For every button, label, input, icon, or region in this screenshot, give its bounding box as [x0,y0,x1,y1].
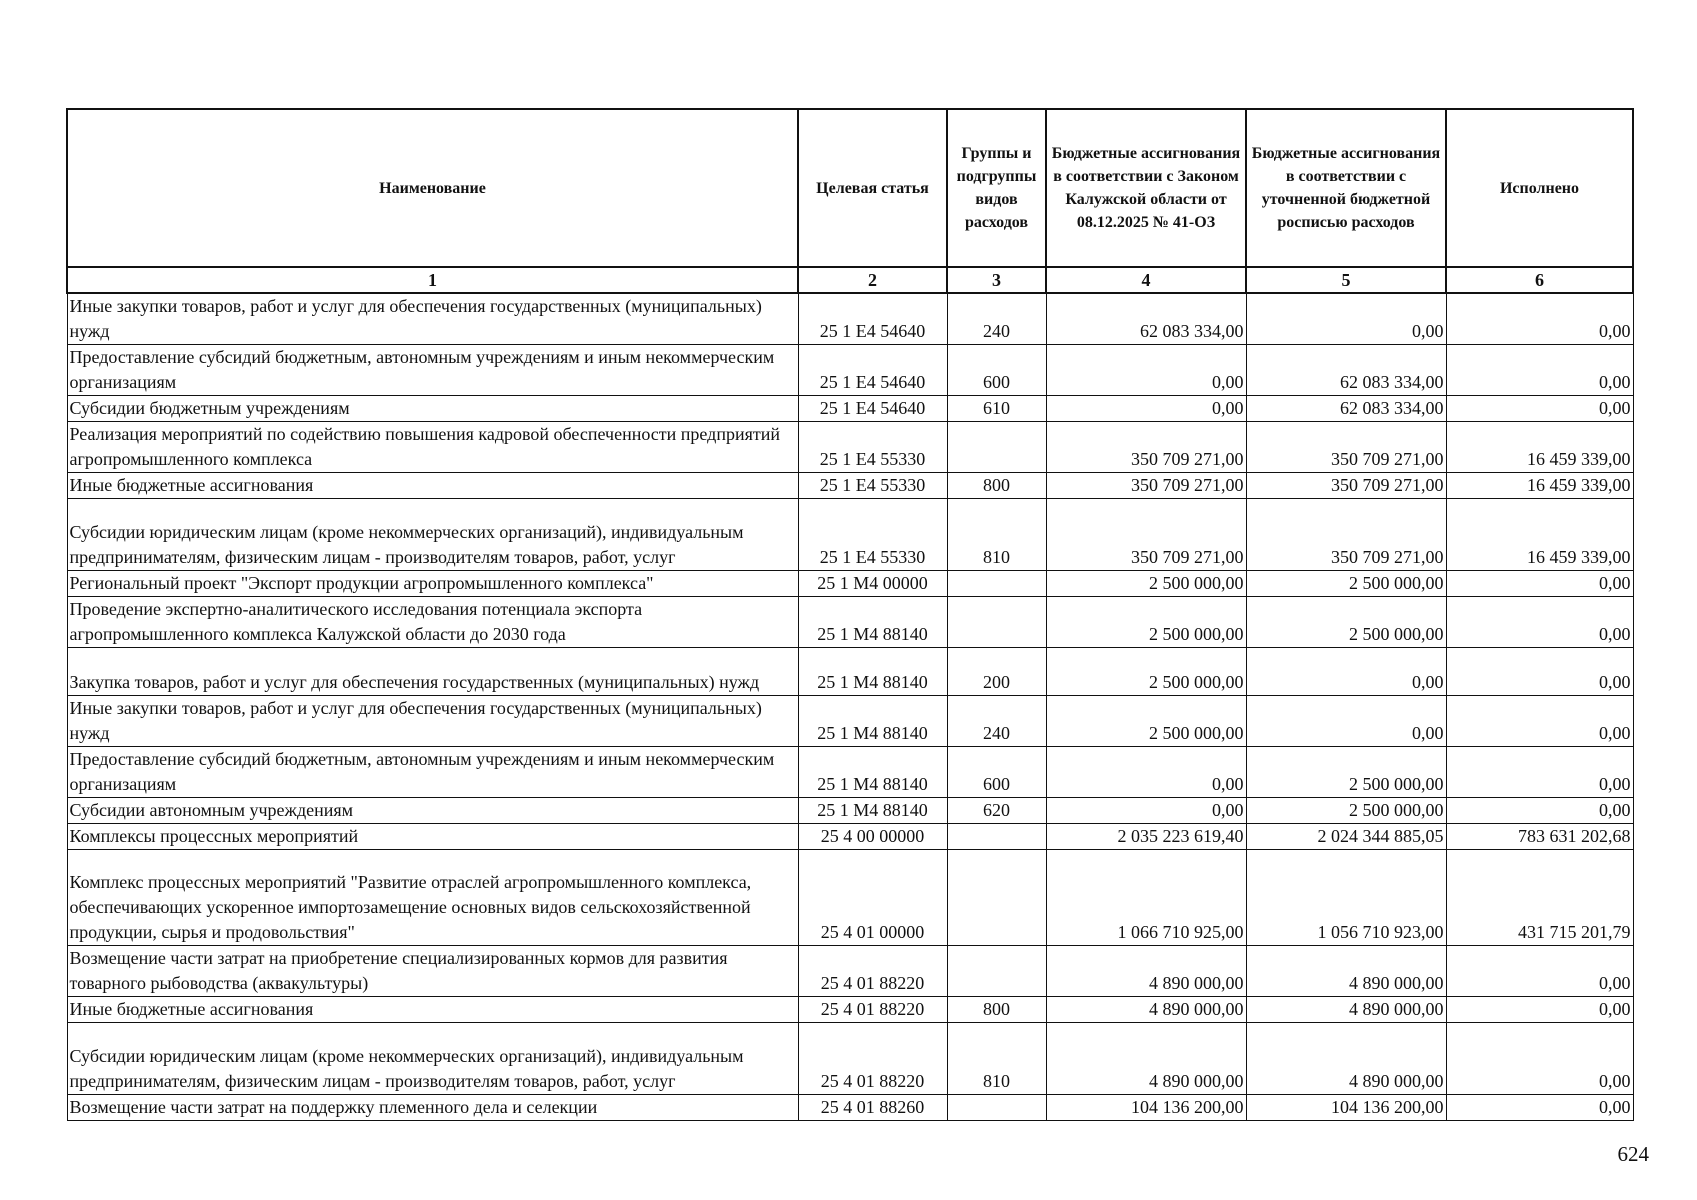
table-row [67,696,1633,747]
row-name: Реализация мероприятий по содействию повышения кадровой обеспеченности предприятий агропромышленного комплекса [67,422,798,473]
row-expense-group [947,422,1046,473]
row-law-amount: 2 035 223 619,40 [1046,824,1246,850]
row-executed-amount: 0,00 [1446,571,1633,597]
row-law-amount: 350 709 271,00 [1046,422,1246,473]
row-expense-group: 200 [947,648,1046,696]
row-name: Предоставление субсидий бюджетным, автономным учреждениям и иным некоммерческим организациям [67,345,798,396]
row-target-article: 25 1 M4 88140 [798,648,947,696]
row-name: Предоставление субсидий бюджетным, автономным учреждениям и иным некоммерческим организациям [67,747,798,798]
row-expense-group: 610 [947,396,1046,422]
column-number: 3 [947,267,1046,293]
table-row [67,747,1633,798]
row-target-article: 25 1 E4 55330 [798,473,947,499]
row-expense-group: 600 [947,345,1046,396]
row-refined-amount: 4 890 000,00 [1246,946,1446,997]
row-executed-amount: 0,00 [1446,747,1633,798]
row-executed-amount: 0,00 [1446,798,1633,824]
row-target-article: 25 1 M4 88140 [798,696,947,747]
row-target-article: 25 1 M4 00000 [798,571,947,597]
row-name: Закупка товаров, работ и услуг для обеспечения государственных (муниципальных) нужд [67,648,798,696]
row-refined-amount: 104 136 200,00 [1246,1095,1446,1121]
row-target-article: 25 1 E4 54640 [798,396,947,422]
row-expense-group [947,824,1046,850]
table-row [67,798,1633,824]
table-row [67,499,1633,571]
column-number: 4 [1046,267,1246,293]
table-row [67,345,1633,396]
row-target-article: 25 4 01 88220 [798,1023,947,1095]
row-executed-amount: 783 631 202,68 [1446,824,1633,850]
row-expense-group [947,946,1046,997]
table-row [67,648,1633,696]
row-expense-group: 600 [947,747,1046,798]
header-law-allocations: Бюджетные ассигнования в соответствии с Законом Калужской области от 08.12.2025 № 41-ОЗ [1046,109,1246,267]
column-number-row [67,267,1633,293]
row-law-amount: 4 890 000,00 [1046,946,1246,997]
row-refined-amount: 350 709 271,00 [1246,422,1446,473]
row-name: Субсидии автономным учреждениям [67,798,798,824]
row-law-amount: 1 066 710 925,00 [1046,850,1246,946]
row-law-amount: 104 136 200,00 [1046,1095,1246,1121]
row-name: Иные закупки товаров, работ и услуг для обеспечения государственных (муниципальных) нужд [67,293,798,345]
table-row [67,473,1633,499]
table-row [67,293,1633,345]
row-executed-amount: 0,00 [1446,597,1633,648]
row-law-amount: 0,00 [1046,747,1246,798]
row-target-article: 25 4 00 00000 [798,824,947,850]
header-refined-allocations: Бюджетные ассигнования в соответствии с уточненной бюджетной росписью расходов [1246,109,1446,267]
row-executed-amount: 16 459 339,00 [1446,499,1633,571]
row-refined-amount: 2 500 000,00 [1246,747,1446,798]
row-law-amount: 4 890 000,00 [1046,997,1246,1023]
row-refined-amount: 2 500 000,00 [1246,597,1446,648]
row-law-amount: 62 083 334,00 [1046,293,1246,345]
row-executed-amount: 0,00 [1446,396,1633,422]
page-number: 624 [1617,1142,1649,1166]
row-refined-amount: 0,00 [1246,293,1446,345]
row-refined-amount: 2 024 344 885,05 [1246,824,1446,850]
row-law-amount: 2 500 000,00 [1046,648,1246,696]
row-target-article: 25 1 M4 88140 [798,597,947,648]
row-refined-amount: 0,00 [1246,648,1446,696]
row-name: Возмещение части затрат на приобретение специализированных кормов для развития товарного рыбоводства (аквакультуры) [67,946,798,997]
row-name: Субсидии юридическим лицам (кроме некоммерческих организаций), индивидуальным предпринимателям, физическим лицам - производителям товаров, работ, услуг [67,1023,798,1095]
table-row [67,1095,1633,1121]
column-number: 6 [1446,267,1633,293]
row-executed-amount: 0,00 [1446,293,1633,345]
row-target-article: 25 4 01 88260 [798,1095,947,1121]
row-name: Возмещение части затрат на поддержку племенного дела и селекции [67,1095,798,1121]
table-body [67,293,1633,1121]
table-row [67,1023,1633,1095]
row-expense-group: 810 [947,499,1046,571]
row-name: Комплексы процессных мероприятий [67,824,798,850]
row-expense-group [947,597,1046,648]
row-refined-amount: 1 056 710 923,00 [1246,850,1446,946]
row-target-article: 25 1 M4 88140 [798,798,947,824]
row-expense-group: 620 [947,798,1046,824]
row-target-article: 25 1 E4 54640 [798,345,947,396]
row-executed-amount: 0,00 [1446,345,1633,396]
row-refined-amount: 350 709 271,00 [1246,473,1446,499]
row-expense-group: 240 [947,696,1046,747]
header-name: Наименование [67,109,798,267]
row-expense-group [947,1095,1046,1121]
budget-table-sheet [66,108,1634,1121]
row-executed-amount: 16 459 339,00 [1446,422,1633,473]
row-name: Проведение экспертно-аналитического исследования потенциала экспорта агропромышленного комплекса Калужской области до 2030 года [67,597,798,648]
row-executed-amount: 0,00 [1446,648,1633,696]
table-row [67,850,1633,946]
column-number: 5 [1246,267,1446,293]
row-name: Субсидии бюджетным учреждениям [67,396,798,422]
row-law-amount: 0,00 [1046,396,1246,422]
row-target-article: 25 1 E4 55330 [798,499,947,571]
table-row [67,422,1633,473]
table-row [67,997,1633,1023]
header-row [67,109,1633,267]
row-target-article: 25 4 01 88220 [798,946,947,997]
row-executed-amount: 0,00 [1446,1023,1633,1095]
row-refined-amount: 62 083 334,00 [1246,396,1446,422]
row-target-article: 25 1 M4 88140 [798,747,947,798]
row-expense-group: 810 [947,1023,1046,1095]
row-executed-amount: 431 715 201,79 [1446,850,1633,946]
row-executed-amount: 16 459 339,00 [1446,473,1633,499]
row-law-amount: 4 890 000,00 [1046,1023,1246,1095]
header-target-article: Целевая статья [798,109,947,267]
column-number: 1 [67,267,798,293]
row-name: Иные бюджетные ассигнования [67,997,798,1023]
row-refined-amount: 2 500 000,00 [1246,798,1446,824]
row-name: Иные закупки товаров, работ и услуг для обеспечения государственных (муниципальных) нужд [67,696,798,747]
row-refined-amount: 62 083 334,00 [1246,345,1446,396]
table-row [67,824,1633,850]
row-law-amount: 2 500 000,00 [1046,571,1246,597]
row-name: Комплекс процессных мероприятий "Развитие отраслей агропромышленного комплекса, обеспечивающих ускоренное импортозамещение основных видов сельскохозяйственной продукции, сырья и продовольствия" [67,850,798,946]
column-number: 2 [798,267,947,293]
table-row [67,396,1633,422]
row-expense-group: 240 [947,293,1046,345]
row-refined-amount: 4 890 000,00 [1246,997,1446,1023]
row-law-amount: 2 500 000,00 [1046,597,1246,648]
row-name: Субсидии юридическим лицам (кроме некоммерческих организаций), индивидуальным предпринимателям, физическим лицам - производителям товаров, работ, услуг [67,499,798,571]
row-law-amount: 0,00 [1046,798,1246,824]
row-name: Иные бюджетные ассигнования [67,473,798,499]
row-law-amount: 0,00 [1046,345,1246,396]
row-target-article: 25 1 E4 54640 [798,293,947,345]
row-executed-amount: 0,00 [1446,997,1633,1023]
row-name: Региональный проект "Экспорт продукции агропромышленного комплекса" [67,571,798,597]
budget-table [66,108,1634,1121]
row-expense-group: 800 [947,997,1046,1023]
row-refined-amount: 0,00 [1246,696,1446,747]
row-law-amount: 350 709 271,00 [1046,473,1246,499]
row-expense-group [947,571,1046,597]
row-law-amount: 2 500 000,00 [1046,696,1246,747]
row-expense-group [947,850,1046,946]
row-refined-amount: 2 500 000,00 [1246,571,1446,597]
row-expense-group: 800 [947,473,1046,499]
row-target-article: 25 4 01 00000 [798,850,947,946]
row-executed-amount: 0,00 [1446,696,1633,747]
row-law-amount: 350 709 271,00 [1046,499,1246,571]
table-row [67,597,1633,648]
row-executed-amount: 0,00 [1446,946,1633,997]
row-executed-amount: 0,00 [1446,1095,1633,1121]
table-row [67,946,1633,997]
header-executed: Исполнено [1446,109,1633,267]
table-row [67,571,1633,597]
row-refined-amount: 350 709 271,00 [1246,499,1446,571]
row-target-article: 25 1 E4 55330 [798,422,947,473]
header-expense-groups: Группы и подгруппы видов расходов [947,109,1046,267]
row-refined-amount: 4 890 000,00 [1246,1023,1446,1095]
row-target-article: 25 4 01 88220 [798,997,947,1023]
